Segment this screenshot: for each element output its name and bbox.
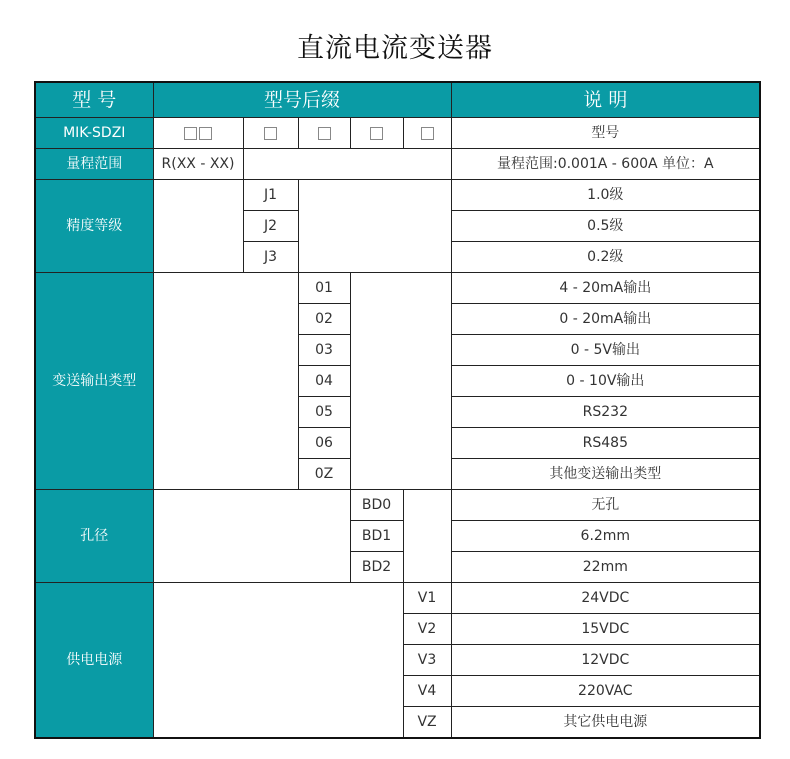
placeholder-box-icon [421,127,434,140]
range-label: 量程范围 [35,149,153,180]
accuracy-description: 0.2级 [451,242,760,273]
output-type-label: 变送输出类型 [35,273,153,490]
power-code: V4 [403,676,451,707]
power-code: VZ [403,707,451,739]
accuracy-description: 0.5级 [451,211,760,242]
header-model: 型 号 [35,82,153,118]
placeholder-box-icon [264,127,277,140]
power-description: 15VDC [451,614,760,645]
output-description: 0 - 5V输出 [451,335,760,366]
page-title: 直流电流变送器 [297,33,493,64]
placeholder-box-icon [318,127,331,140]
range-description: 量程范围:0.001A - 600A 单位：A [451,149,760,180]
suffix-placeholder-range [153,118,243,149]
range-code: R(XX - XX) [153,149,243,180]
power-description: 220VAC [451,676,760,707]
aperture-description: 6.2mm [451,521,760,552]
empty-cell [350,273,451,490]
output-description: 4 - 20mA输出 [451,273,760,304]
model-row [35,118,760,149]
output-row [35,273,760,304]
power-code: V2 [403,614,451,645]
accuracy-code: J2 [243,211,298,242]
aperture-row [35,490,760,521]
output-code: 0Z [298,459,350,490]
output-code: 06 [298,428,350,459]
suffix-placeholder-aperture [350,118,403,149]
header-row [35,82,760,118]
placeholder-box-icon [370,127,383,140]
empty-cell [153,583,403,739]
accuracy-label: 精度等级 [35,180,153,273]
power-code: V1 [403,583,451,614]
suffix-placeholder-power [403,118,451,149]
power-description: 24VDC [451,583,760,614]
output-code: 01 [298,273,350,304]
empty-cell [403,490,451,583]
output-description: 0 - 10V输出 [451,366,760,397]
power-row [35,583,760,614]
power-label: 供电电源 [35,583,153,739]
accuracy-description: 1.0级 [451,180,760,211]
empty-cell [153,490,350,583]
accuracy-code: J3 [243,242,298,273]
accuracy-code: J1 [243,180,298,211]
model-name: MIK-SDZI [35,118,153,149]
empty-cell [243,149,451,180]
aperture-code: BD0 [350,490,403,521]
output-code: 02 [298,304,350,335]
power-code: V3 [403,645,451,676]
aperture-code: BD2 [350,552,403,583]
output-description: RS485 [451,428,760,459]
suffix-placeholder-output [298,118,350,149]
output-description: 0 - 20mA输出 [451,304,760,335]
output-code: 05 [298,397,350,428]
aperture-description: 22mm [451,552,760,583]
range-row [35,149,760,180]
placeholder-box-icon [199,127,212,140]
model-description: 型号 [451,118,760,149]
header-description: 说 明 [451,82,760,118]
aperture-label: 孔径 [35,490,153,583]
model-selection-table [34,81,761,739]
aperture-description: 无孔 [451,490,760,521]
suffix-placeholder-accuracy [243,118,298,149]
output-description: RS232 [451,397,760,428]
accuracy-row [35,180,760,211]
output-code: 04 [298,366,350,397]
empty-cell [153,273,298,490]
power-description: 12VDC [451,645,760,676]
power-description: 其它供电电源 [451,707,760,739]
placeholder-box-icon [184,127,197,140]
aperture-code: BD1 [350,521,403,552]
output-code: 03 [298,335,350,366]
empty-cell [298,180,451,273]
header-suffix: 型号后缀 [153,82,451,118]
output-description: 其他变送输出类型 [451,459,760,490]
empty-cell [153,180,243,273]
